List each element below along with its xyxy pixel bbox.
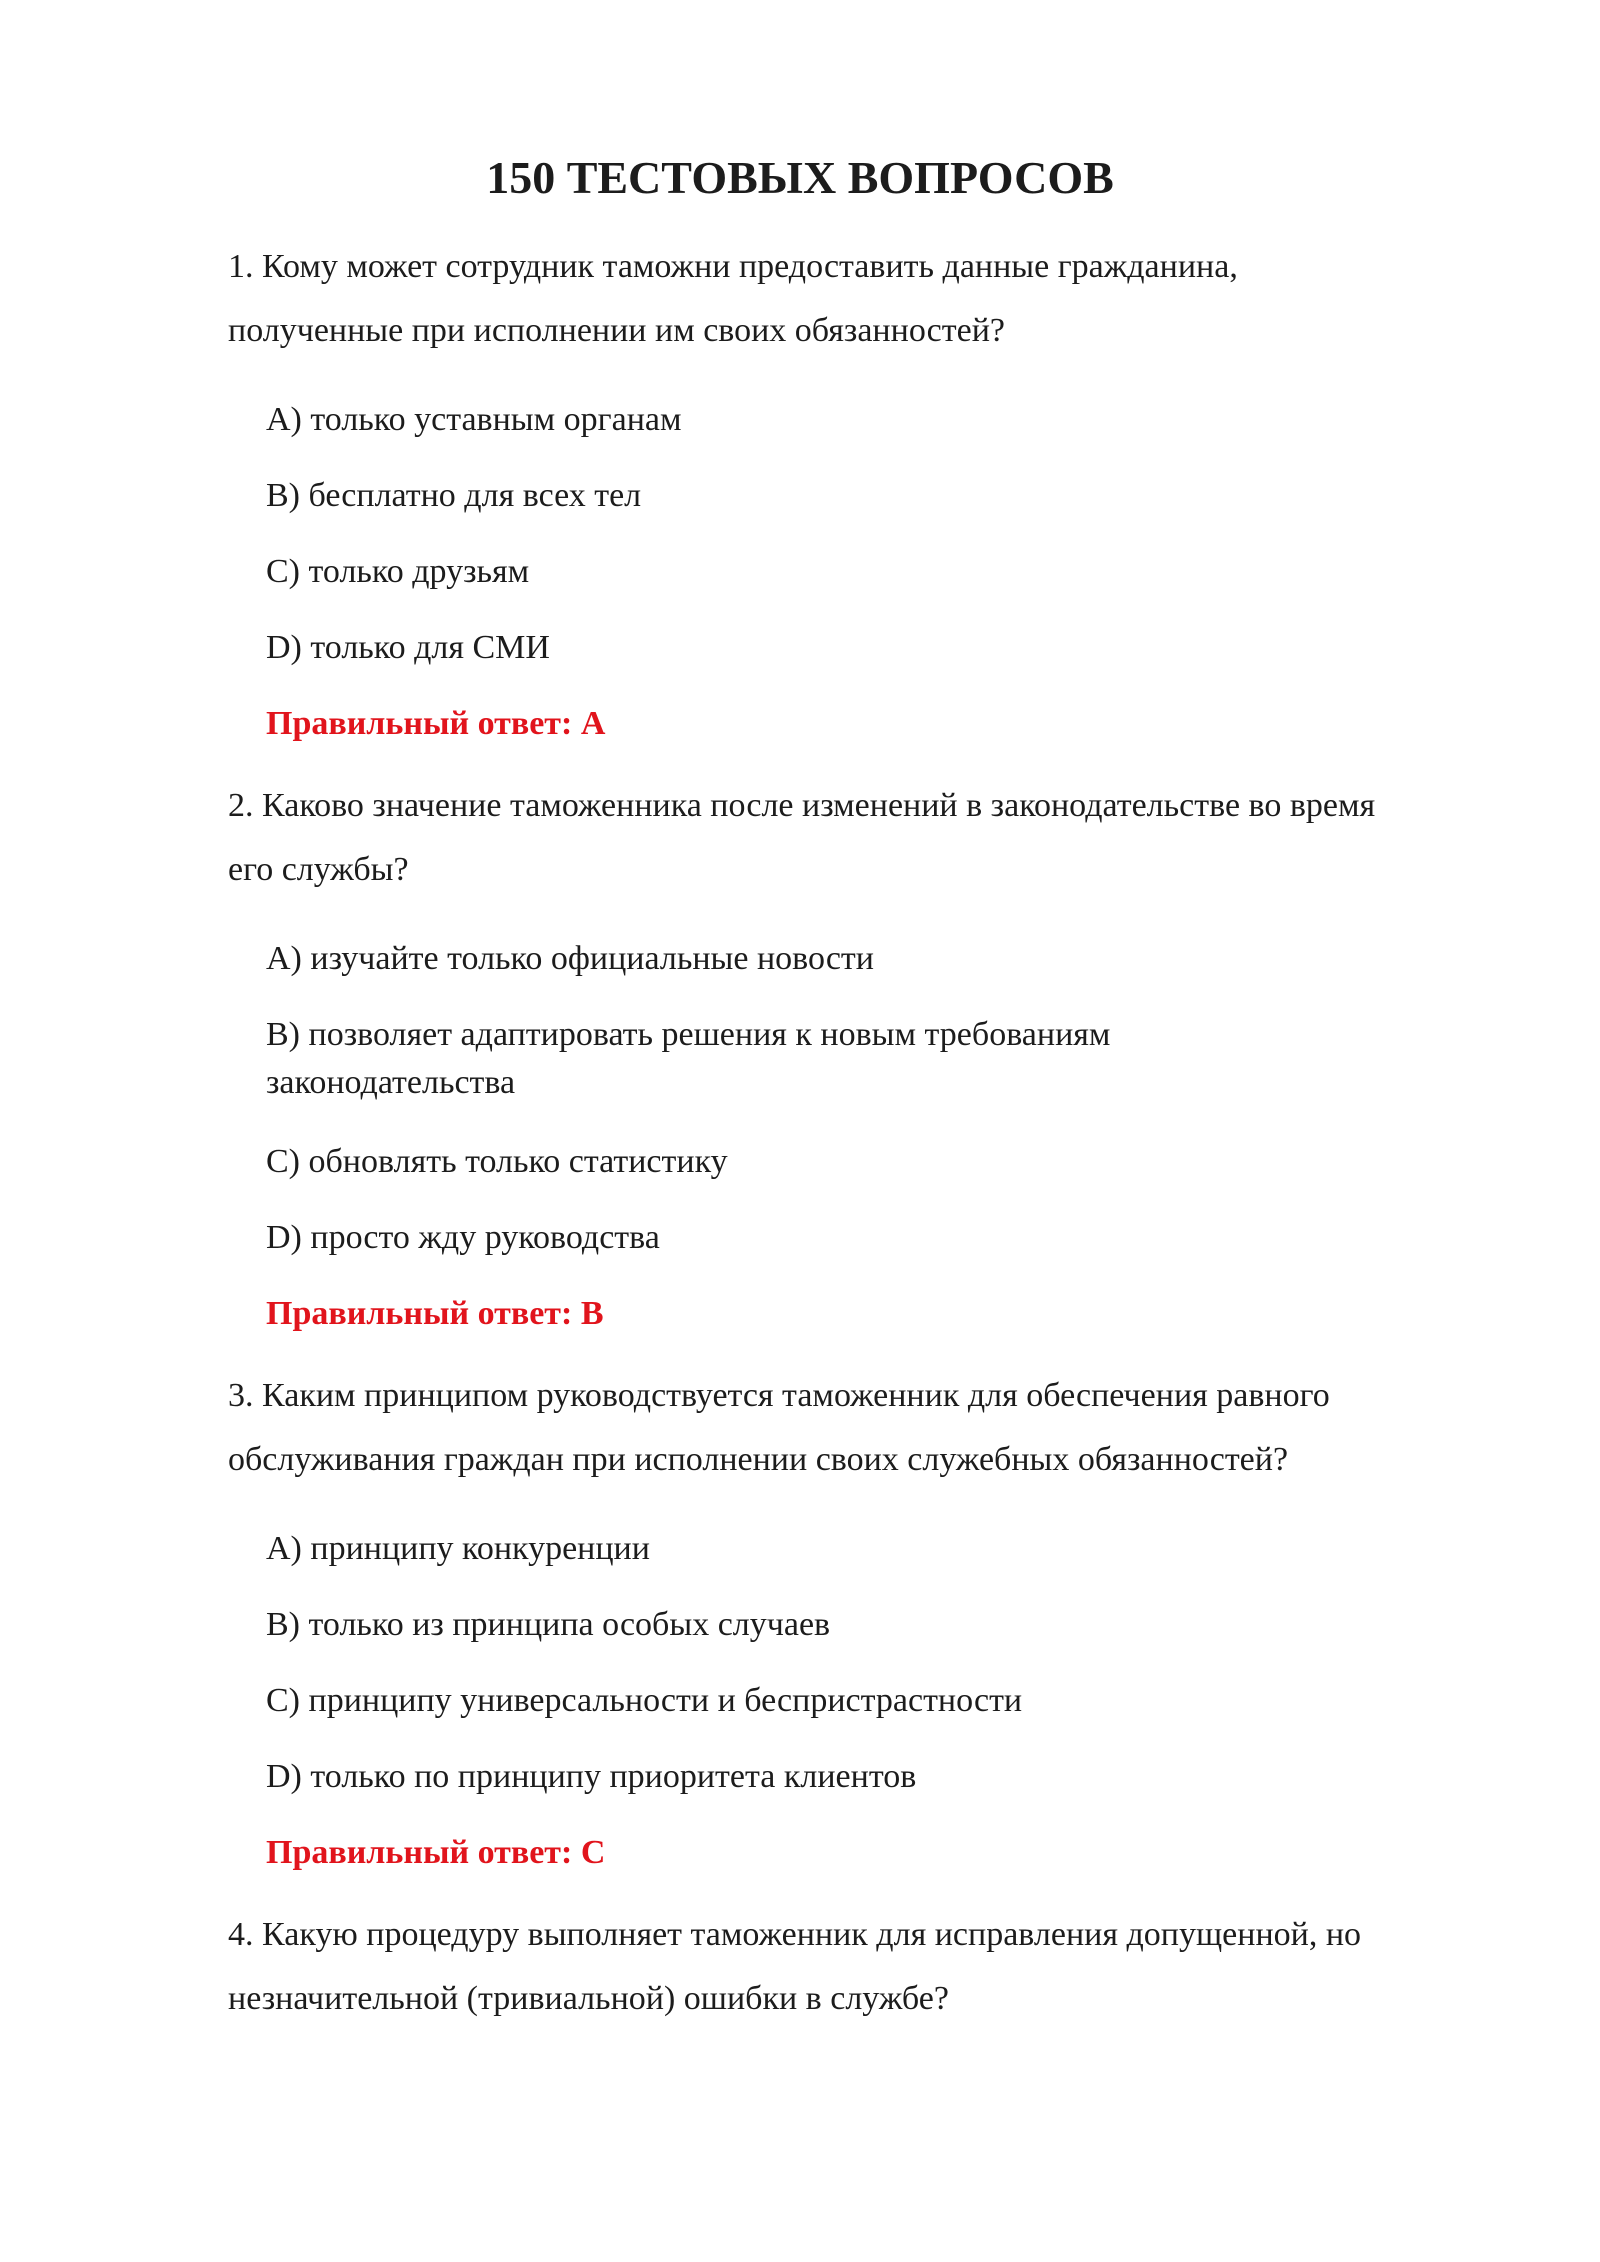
answer-option-c: C) только друзьям <box>266 553 530 590</box>
question-block-2 <box>228 774 1478 1332</box>
answer-option-a: A) принципу конкуренции <box>266 1530 650 1567</box>
answer-option-b: B) только из принципа особых случаев <box>266 1606 831 1643</box>
document-title: 150 ТЕСТОВЫХ ВОПРОСОВ <box>486 152 1114 203</box>
question-text: 4. Какую процедуру выполняет таможенник для исправления допущенной, но незначительной (тривиальной) ошибки в службе? <box>228 1916 1362 2017</box>
answer-option-b: B) позволяет адаптировать решения к новым требованиям законодательства <box>266 1016 1111 1101</box>
answer-option-d: D) просто жду руководства <box>266 1219 660 1256</box>
answer-option-d: D) только для СМИ <box>266 629 550 666</box>
question-block-1 <box>228 235 1478 742</box>
answer-option-a: A) изучайте только официальные новости <box>266 940 874 977</box>
correct-answer: Правильный ответ: A <box>266 705 606 742</box>
correct-answer: Правильный ответ: C <box>266 1834 606 1871</box>
question-text: 3. Каким принципом руководствуется таможенник для обеспечения равного обслуживания граждан при исполнении своих служебных обязанностей? <box>228 1377 1330 1478</box>
correct-answer: Правильный ответ: B <box>266 1295 604 1332</box>
answer-option-c: C) принципу универсальности и беспристрастности <box>266 1682 1023 1719</box>
question-block-3 <box>228 1364 1478 1871</box>
answer-option-b: B) бесплатно для всех тел <box>266 477 642 514</box>
question-text: 1. Кому может сотрудник таможни предоставить данные гражданина, полученные при исполнении им своих обязанностей? <box>228 248 1238 349</box>
answer-option-a: A) только уставным органам <box>266 401 682 438</box>
answer-option-d: D) только по принципу приоритета клиентов <box>266 1758 917 1795</box>
question-block-4 <box>228 1903 1478 2031</box>
answer-option-c: C) обновлять только статистику <box>266 1143 728 1180</box>
question-text: 2. Каково значение таможенника после изменений в законодательстве во время его службы? <box>228 787 1376 888</box>
